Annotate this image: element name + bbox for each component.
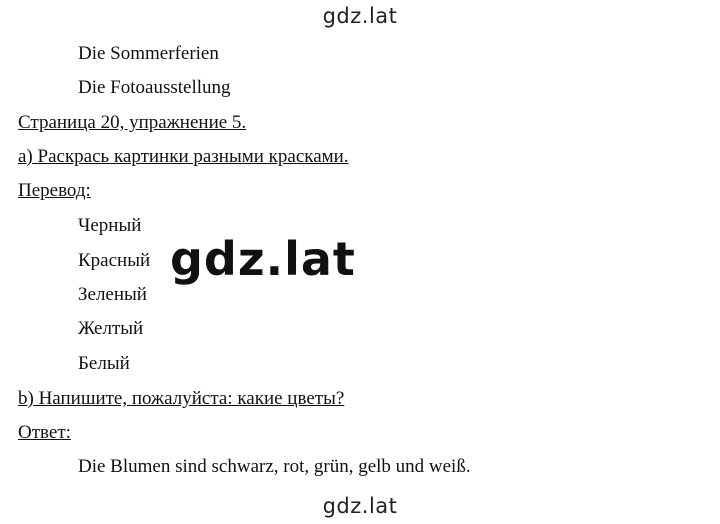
watermark-bottom: gdz.lat <box>322 494 398 518</box>
answer-label: Ответ: <box>18 422 71 443</box>
color-word: Красный <box>78 250 151 271</box>
exercise-heading: Страница 20, упражнение 5. <box>18 112 247 133</box>
task-a-heading: а) Раскрась картинки разными красками. <box>18 146 349 167</box>
watermark-center: gdz.lat <box>170 232 356 286</box>
text-line: Die Fotoausstellung <box>78 77 231 98</box>
task-b-heading: b) Напишите, пожалуйста: какие цветы? <box>18 388 345 409</box>
watermark-top: gdz.lat <box>322 4 398 28</box>
text-line: Die Sommerferien <box>78 43 219 64</box>
color-word: Зеленый <box>78 284 147 305</box>
color-word: Желтый <box>78 318 144 339</box>
color-word: Черный <box>78 215 142 236</box>
answer-text: Die Blumen sind schwarz, rot, grün, gelb und weiß. <box>78 456 471 477</box>
color-word: Белый <box>78 353 130 374</box>
translation-label: Перевод: <box>18 180 91 201</box>
